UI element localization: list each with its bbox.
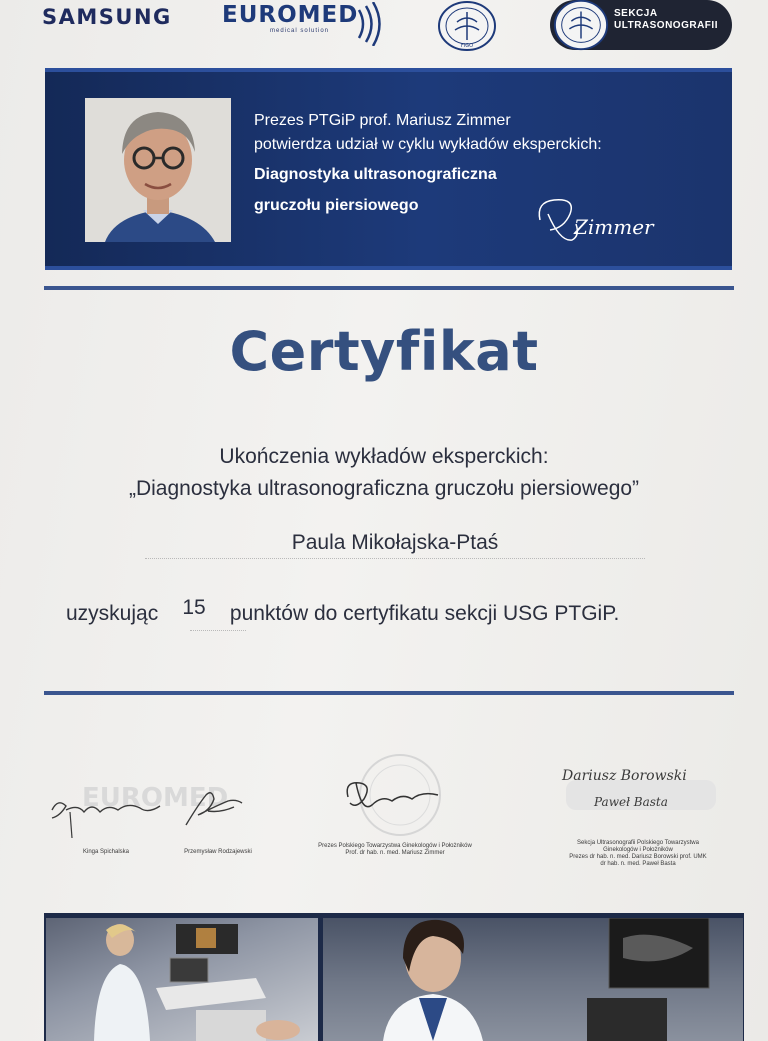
signature-text: Zimmer	[574, 215, 654, 239]
signature-4	[556, 760, 726, 820]
usg-badge-line2: ULTRASONOGRAFII	[614, 20, 718, 31]
usg-section-badge	[550, 0, 732, 50]
signature-4-caption-line-4: dr hab. n. med. Paweł Basta	[600, 861, 676, 867]
signature-4-caption-line-3: Prezes dr hab. n. med. Dariusz Borowski prof. UMK	[569, 854, 707, 860]
signature-4-caption-line-2: Ginekologów i Położników	[603, 847, 673, 853]
points-dotted-line	[190, 630, 246, 631]
header-line-1: Prezes PTGiP prof. Mariusz Zimmer	[254, 112, 511, 129]
sonographer-photo	[323, 918, 743, 1041]
euromed-logo	[222, 2, 359, 34]
points-suffix: punktów do certyfikatu sekcji USG PTGiP.	[229, 602, 620, 625]
signature-3-caption	[300, 843, 490, 857]
course-title-line-1: Diagnostyka ultrasonograficzna	[254, 166, 497, 183]
signature-4-caption	[548, 840, 728, 868]
watermark-text: EUROMED	[82, 783, 229, 813]
signature-1	[48, 790, 168, 840]
usg-badge-line1: SEKCJA	[614, 8, 658, 19]
sound-waves-icon	[355, 2, 385, 46]
signature-2-caption: Przemysław Rodzajewski	[184, 849, 252, 855]
signature-2	[178, 785, 248, 830]
points-value: 15	[182, 596, 206, 619]
signature-3-with-stamp	[342, 753, 452, 843]
certificate-subtitle-2: „Diagnostyka ultrasonograficzna gruczołu piersiowego”	[128, 477, 640, 500]
name-dotted-line	[145, 558, 645, 559]
points-prefix: uzyskując	[66, 602, 159, 625]
signature-4-name-2: Paweł Basta	[594, 795, 668, 809]
ultrasound-exam-image	[46, 918, 318, 1041]
sonographer-image	[323, 918, 743, 1041]
header-line-2: potwierdza udział w cyklu wykładów eksperckich:	[254, 136, 602, 153]
header-banner	[45, 68, 732, 270]
top-divider	[44, 286, 734, 290]
certificate-subtitle-1: Ukończenia wykładów eksperckich:	[219, 445, 549, 468]
course-title-line-2: gruczołu piersiowego	[254, 197, 419, 214]
certificate-title: Certyfikat	[229, 320, 539, 383]
bottom-divider	[44, 691, 734, 695]
signature-4-name-1: Dariusz Borowski	[562, 768, 687, 784]
points-statement	[66, 596, 620, 626]
ptgip-seal-icon	[437, 0, 497, 52]
ultrasound-exam-photo	[46, 918, 318, 1041]
president-photo	[85, 98, 231, 242]
euromed-logo-text: EUROMED	[222, 2, 359, 28]
signature-1-caption: Kinga Spichalska	[82, 849, 130, 855]
president-signature	[530, 190, 660, 250]
euromed-tagline: medical solution	[270, 28, 330, 34]
signature-4-caption-line-1: Sekcja Ultrasonografii Polskiego Towarzystwa	[577, 840, 699, 846]
portrait-image	[85, 98, 231, 242]
signature-3-caption-line-1: Prezes Polskiego Towarzystwa Ginekologów i Położników	[318, 843, 472, 849]
recipient-name: Paula Mikołajska-Ptaś	[291, 531, 499, 554]
samsung-logo: SAMSUNG	[42, 5, 172, 29]
signature-3-caption-line-2: Prof. dr hab. n. med. Mariusz Zimmer	[345, 850, 445, 856]
usg-seal-icon	[552, 0, 610, 52]
seal-text: FIGO	[460, 43, 474, 49]
